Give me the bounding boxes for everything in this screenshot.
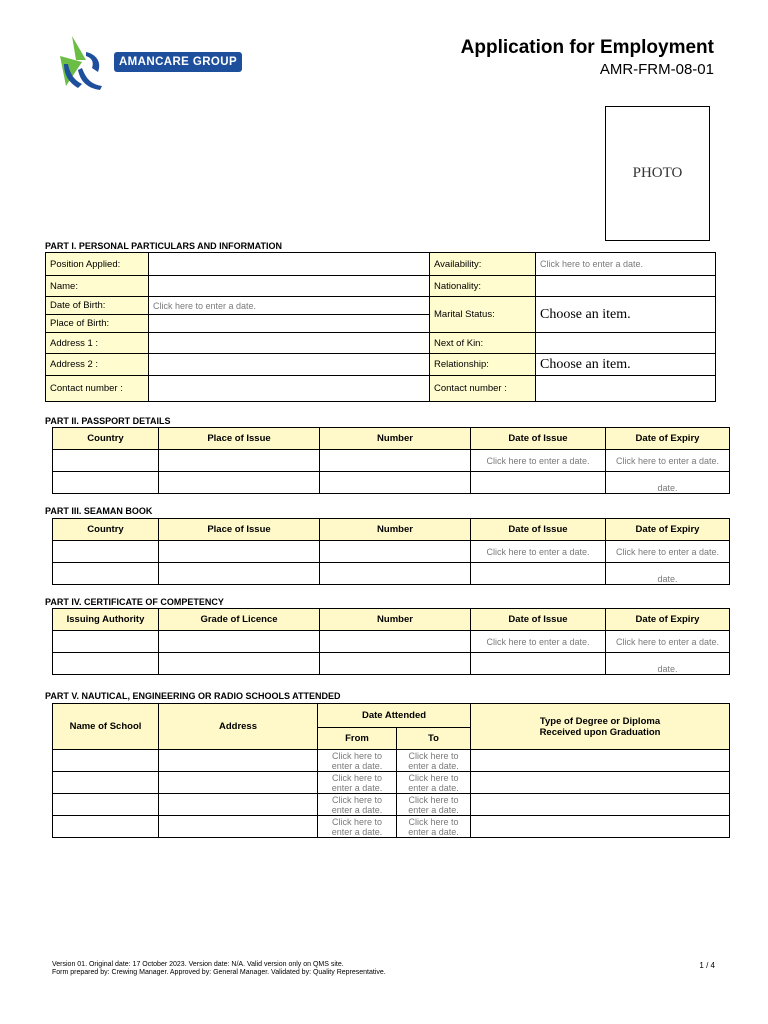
marital-status-label: Marital Status: (430, 297, 536, 333)
number-cell[interactable] (320, 631, 471, 653)
school-name-cell[interactable] (53, 794, 159, 816)
address2-label: Address 2 : (46, 354, 149, 376)
nationality-label: Nationality: (430, 276, 536, 297)
pob-field[interactable] (149, 315, 430, 333)
column-header: Date of Issue (471, 519, 606, 541)
grade-cell[interactable] (159, 631, 320, 653)
photo-box[interactable] (605, 106, 710, 241)
column-header: Date of Expiry (606, 609, 730, 631)
address1-label: Address 1 : (46, 333, 149, 354)
dob-label: Date of Birth: (46, 297, 149, 315)
contact-label: Contact number : (46, 376, 149, 402)
certificate-table (52, 608, 730, 675)
address1-field[interactable] (149, 333, 430, 354)
expiry-date-field[interactable]: Click here to enter a date. (606, 631, 730, 653)
personal-particulars-table (45, 252, 716, 402)
table-row (53, 563, 730, 585)
passport-table (52, 427, 730, 494)
relationship-label: Relationship: (430, 354, 536, 376)
to-header: To (397, 728, 471, 750)
from-date-field[interactable]: Click here to enter a date. (318, 794, 397, 816)
issue-date-field[interactable]: Click here to enter a date. (471, 541, 606, 563)
to-date-field[interactable]: Click here to enter a date. (397, 816, 471, 838)
next-of-kin-label: Next of Kin: (430, 333, 536, 354)
table-row (53, 816, 730, 838)
form-code: AMR-FRM-08-01 (599, 61, 714, 78)
from-date-field[interactable]: Click here to enter a date. (318, 750, 397, 772)
kin-contact-field[interactable] (536, 376, 716, 402)
table-row (53, 750, 730, 772)
footer-version-line: Version 01. Original date: 17 October 2023. Version date: N/A. Valid version only on QMS site. (52, 961, 344, 968)
marital-status-select[interactable]: Choose an item. (536, 297, 716, 333)
number-cell[interactable] (320, 472, 471, 494)
school-address-cell[interactable] (159, 794, 318, 816)
availability-label: Availability: (430, 253, 536, 276)
issue-date-field[interactable] (471, 653, 606, 675)
footer-approval-line: Form prepared by: Crewing Manager. Approved by: General Manager. Validated by: Quality Representative. (52, 969, 386, 976)
number-cell[interactable] (320, 563, 471, 585)
relationship-select[interactable]: Choose an item. (536, 354, 716, 376)
company-name: AMANCARE GROUP (114, 52, 242, 72)
schools-table (52, 703, 730, 838)
name-field[interactable] (149, 276, 430, 297)
column-header: Issuing Authority (53, 609, 159, 631)
name-label: Name: (46, 276, 149, 297)
logo-mark-icon (56, 34, 112, 92)
school-address-cell[interactable] (159, 772, 318, 794)
position-applied-label: Position Applied: (46, 253, 149, 276)
document-title: Application for Employment (460, 37, 714, 58)
country-cell[interactable] (53, 450, 159, 472)
column-header: Date of Expiry (606, 519, 730, 541)
degree-cell[interactable] (471, 750, 730, 772)
country-cell[interactable] (53, 563, 159, 585)
column-header: Place of Issue (159, 519, 320, 541)
school-name-cell[interactable] (53, 816, 159, 838)
to-date-field[interactable]: Click here to enter a date. (397, 750, 471, 772)
nationality-field[interactable] (536, 276, 716, 297)
table-row (53, 450, 730, 472)
company-logo (56, 34, 246, 92)
contact-field[interactable] (149, 376, 430, 402)
address-header: Address (159, 704, 318, 750)
table-row (53, 541, 730, 563)
part2-title: PART II. PASSPORT DETAILS (45, 416, 171, 426)
issue-date-field[interactable] (471, 563, 606, 585)
column-header: Number (320, 428, 471, 450)
table-row (53, 472, 730, 494)
from-header: From (318, 728, 397, 750)
part5-title: PART V. NAUTICAL, ENGINEERING OR RADIO SCHOOLS ATTENDED (45, 691, 341, 701)
number-cell[interactable] (320, 450, 471, 472)
degree-cell[interactable] (471, 772, 730, 794)
dob-date-field[interactable]: Click here to enter a date. (149, 297, 430, 315)
number-cell[interactable] (320, 653, 471, 675)
degree-cell[interactable] (471, 794, 730, 816)
from-date-field[interactable]: Click here to enter a date. (318, 816, 397, 838)
kin-contact-label: Contact number : (430, 376, 536, 402)
expiry-date-field[interactable]: date. (606, 563, 730, 585)
part4-title: PART IV. CERTIFICATE OF COMPETENCY (45, 597, 224, 607)
footer-text (52, 961, 386, 977)
seaman-book-table (52, 518, 730, 585)
address2-field[interactable] (149, 354, 430, 376)
column-header: Grade of Licence (159, 609, 320, 631)
issue-date-field[interactable]: Click here to enter a date. (471, 450, 606, 472)
column-header: Date of Expiry (606, 428, 730, 450)
school-address-cell[interactable] (159, 816, 318, 838)
country-cell[interactable] (53, 541, 159, 563)
degree-header: Type of Degree or Diploma Received upon Graduation (471, 704, 730, 750)
position-applied-field[interactable] (149, 253, 430, 276)
school-name-cell[interactable] (53, 750, 159, 772)
column-header: Country (53, 519, 159, 541)
expiry-date-field[interactable]: Click here to enter a date. (606, 541, 730, 563)
country-cell[interactable] (53, 472, 159, 494)
table-row (53, 631, 730, 653)
place-of-issue-cell[interactable] (159, 472, 320, 494)
table-row (53, 772, 730, 794)
column-header: Date of Issue (471, 609, 606, 631)
column-header: Number (320, 519, 471, 541)
name-of-school-header: Name of School (53, 704, 159, 750)
number-cell[interactable] (320, 541, 471, 563)
place-of-issue-cell[interactable] (159, 541, 320, 563)
part1-title: PART I. PERSONAL PARTICULARS AND INFORMATION (45, 241, 282, 251)
expiry-date-field[interactable]: date. (606, 472, 730, 494)
page-number: 1 / 4 (699, 961, 715, 970)
table-row (53, 794, 730, 816)
column-header: Number (320, 609, 471, 631)
part3-title: PART III. SEAMAN BOOK (45, 506, 153, 516)
degree-cell[interactable] (471, 816, 730, 838)
issuing-authority-cell[interactable] (53, 631, 159, 653)
expiry-date-field[interactable]: date. (606, 653, 730, 675)
pob-label: Place of Birth: (46, 315, 149, 333)
issue-date-field[interactable] (471, 472, 606, 494)
place-of-issue-cell[interactable] (159, 450, 320, 472)
date-attended-header: Date Attended (318, 704, 471, 728)
school-name-cell[interactable] (53, 772, 159, 794)
from-date-field[interactable]: Click here to enter a date. (318, 772, 397, 794)
grade-cell[interactable] (159, 653, 320, 675)
availability-date-field[interactable]: Click here to enter a date. (536, 253, 716, 276)
issue-date-field[interactable]: Click here to enter a date. (471, 631, 606, 653)
column-header: Place of Issue (159, 428, 320, 450)
column-header: Date of Issue (471, 428, 606, 450)
table-row (53, 653, 730, 675)
photo-label: PHOTO (632, 165, 683, 181)
next-of-kin-field[interactable] (536, 333, 716, 354)
to-date-field[interactable]: Click here to enter a date. (397, 772, 471, 794)
column-header: Country (53, 428, 159, 450)
to-date-field[interactable]: Click here to enter a date. (397, 794, 471, 816)
expiry-date-field[interactable]: Click here to enter a date. (606, 450, 730, 472)
place-of-issue-cell[interactable] (159, 563, 320, 585)
school-address-cell[interactable] (159, 750, 318, 772)
issuing-authority-cell[interactable] (53, 653, 159, 675)
